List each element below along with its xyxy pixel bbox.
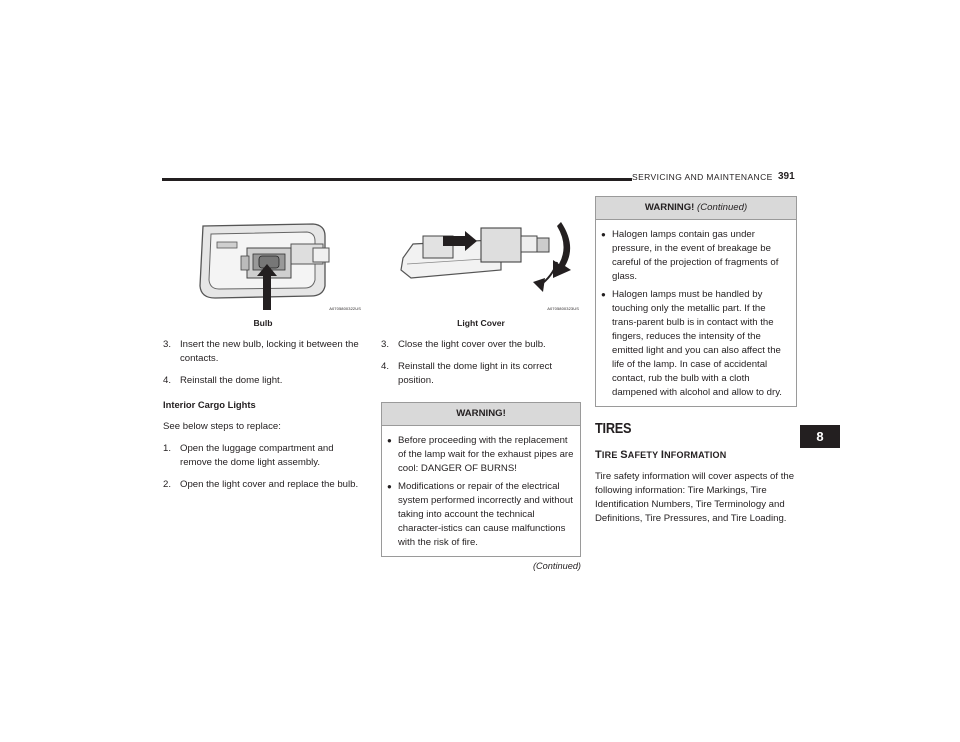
chapter-tab: 8 [800,425,840,448]
figure-bulb [163,214,363,314]
step-text: Close the light cover over the bulb. [398,339,546,350]
step-text: Reinstall the dome light. [180,375,283,386]
figure-caption-bulb: Bulb [253,318,273,328]
step-number: 2. [163,479,172,490]
figure-caption-light-cover: Light Cover [457,318,505,328]
heading-initial: S [620,449,628,461]
intro-text: See below steps to replace: [163,421,281,432]
heading-smallcaps: AFETY [627,450,661,460]
dome-light-bulb-illustration [163,214,363,310]
warning-text: Halogen lamps contain gas under pressure, in the event of breakage be careful of the projection of fragments of glass. [612,229,779,282]
list-item [387,434,575,476]
list-item [601,288,791,400]
warning-box [381,402,581,557]
warning-body [596,220,796,406]
warning-header: WARNING! [382,403,580,426]
step-text: Reinstall the dome light in its correct position. [398,361,553,386]
step-number: 4. [381,361,390,372]
step-number: 3. [381,339,390,350]
running-header-title: SERVICING AND MAINTENANCE [632,172,773,182]
warning-continued-label: (Continued) [697,202,748,213]
figure-light-cover [381,214,581,314]
bullet-icon: ● [601,230,606,239]
list-item [163,442,363,470]
continued-note: (Continued) [532,561,581,571]
step-number: 3. [163,339,172,350]
figure-code: A0705800323US [547,306,579,311]
heading-smallcaps: IRE [601,450,621,460]
subsection-heading-tire-safety-information [595,448,797,462]
bullet-icon: ● [387,482,392,491]
list-item [163,374,363,388]
column-middle [381,214,581,573]
figure-code: A0705800322US [329,306,361,311]
warning-text: Halogen lamps must be handled by touching only the metallic part. If the trans-parent bulb is in contact with the fingers, reduces the intensity of the emitted light and you can also affect the life of the lamp. In case of accidental contact, rub the bulb with a cloth dampened with alcohol and allow to dry. [612,289,782,398]
warning-text: Modifications or repair of the electrical system performed incorrectly and without taking into account the technical character-istics can cause malfunctions with the risk of fire. [398,481,573,548]
warning-title: WARNING! [644,202,695,213]
header-rule [162,178,632,181]
bullet-icon: ● [601,290,606,299]
page-number: 391 [778,171,795,182]
step-number: 4. [163,375,172,386]
list-item [387,480,575,550]
list-item [601,228,791,284]
tire-safety-paragraph: Tire safety information will cover aspects of the following information: Tire Markings, Tire Identification Numbers, Tire Terminology and Definitions, Tire Pressures, and Tire Loading. [595,471,795,524]
list-item [163,338,363,366]
step-text: Open the light cover and replace the bulb. [180,479,359,490]
list-item [381,338,581,352]
light-cover-illustration [381,214,581,310]
step-text: Insert the new bulb, locking it between the contacts. [180,339,359,364]
column-left [163,214,363,492]
warning-text: Before proceeding with the replacement of the lamp wait for the exhaust pipes are cool: DANGER OF BURNS! [398,435,574,474]
heading-smallcaps: NFORMATION [664,450,727,460]
step-text: Open the luggage compartment and remove the dome light assembly. [180,443,334,468]
warning-box-continued [595,196,797,407]
step-number: 1. [163,443,172,454]
heading-initial: T [595,449,602,461]
heading-initial: I [660,449,665,461]
list-item [163,478,363,492]
column-right [595,196,797,526]
list-item [381,360,581,388]
bullet-icon: ● [387,436,392,445]
warning-header [596,197,796,220]
warning-body [382,426,580,556]
section-heading-tires: TIRES [595,420,632,437]
subheading-interior-cargo-lights: Interior Cargo Lights [163,399,256,410]
